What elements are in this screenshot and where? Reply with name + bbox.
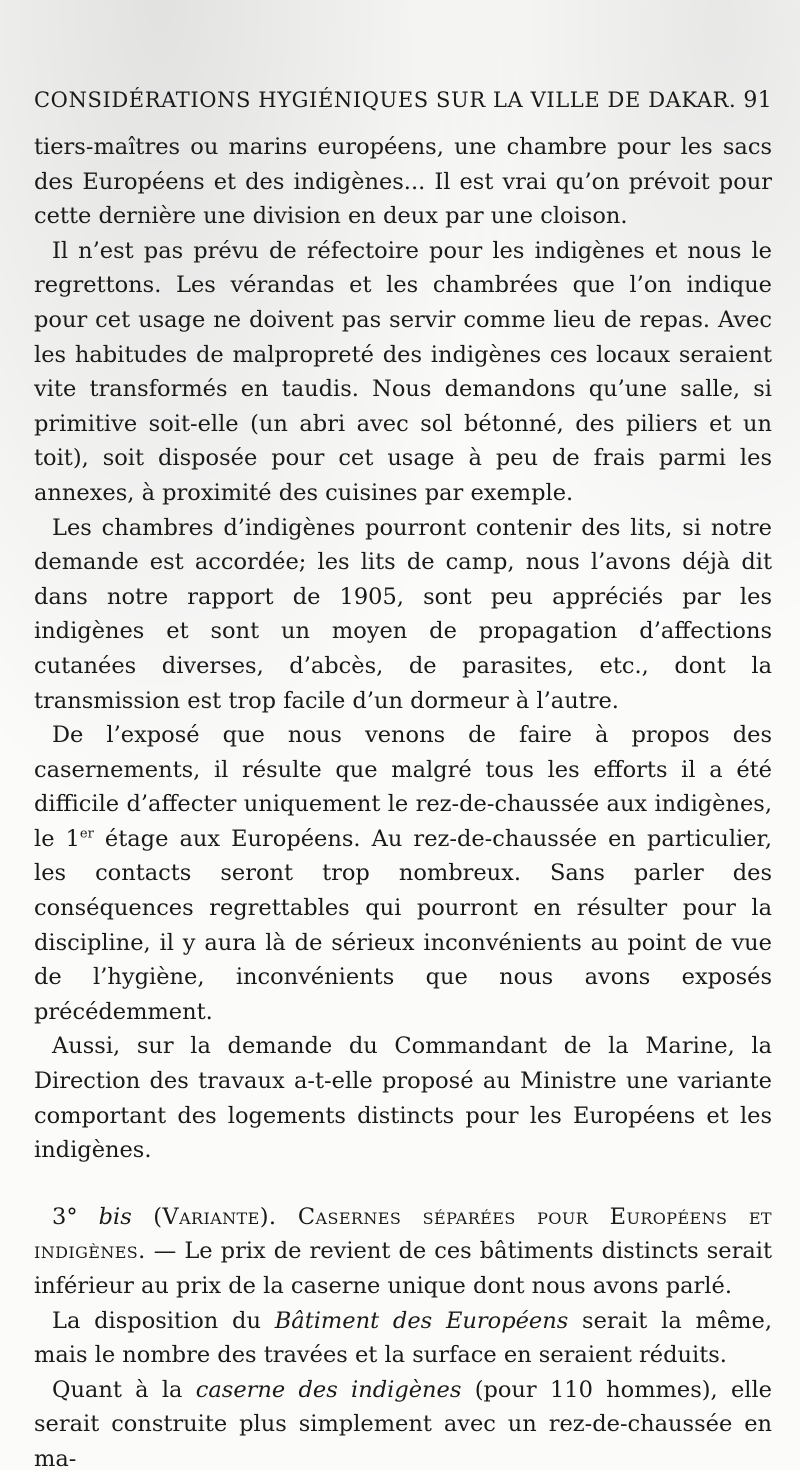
paragraph-8	[34, 1373, 772, 1477]
paragraph-8-text-b: (pour 110 hommes), elle serait construite plus simplement avec un rez-de-chaussée en ma-	[34, 1376, 772, 1472]
paragraph-5: Aussi, sur la demande du Commandant de la Marine, la Direction des travaux a-t-elle proposé au Ministre une variante comportant des logements distincts pour les Européens et les indigènes.	[34, 1033, 772, 1164]
paragraph-8-text-a: Quant à la	[52, 1376, 196, 1403]
section-text: — Le prix de revient de ces bâtiments distincts serait inférieur au prix de la caserne unique dont nous avons parlé.	[34, 1238, 772, 1299]
paragraph-4-text-a: De l’exposé que nous venons de faire à propos des casernements, il résulte que malgré tous les efforts il a été difficile d’affecter uniquement le rez-de-chaussée aux indigènes, le 1	[34, 722, 772, 852]
paragraph-4	[34, 718, 772, 1029]
paragraph-7-text-b: serait la même, mais le nombre des travées et la surface en seraient réduits.	[34, 1307, 772, 1369]
running-title: CONSIDÉRATIONS HYGIÉNIQUES SUR LA VILLE DE DAKAR.	[34, 88, 737, 112]
paragraph-4-superscript: er	[79, 826, 94, 842]
paragraph-2: Il n’est pas prévu de réfectoire pour les indigènes et nous le regrettons. Les vérandas et les chambrées que l’on indique pour cet usage ne doivent pas servir comme lieu de repas. Avec les habitudes de malpropreté des indigènes ces locaux seraient vite transformés en taudis. Nous demandons qu’une salle, si primitive soit-elle (un abri avec sol bétonné, des piliers et un toit), soit disposée pour cet usage à peu de frais parmi les annexes, à proximité des cuisines par exemple.	[34, 237, 772, 506]
body-text	[34, 130, 772, 1477]
running-header	[34, 88, 772, 113]
page-number: 91	[743, 88, 772, 113]
paragraph-7-italic: Bâtiment des Européens	[274, 1307, 569, 1334]
paragraph-4-text-b: étage aux Européens. Au rez-de-chaussée en particulier, les contacts seront trop nombreux. Sans parler des conséquences regrettables qui pourront en résulter pour la discipline, il y aura là de sérieux inconvénients au point de vue de l’hygiène, inconvénients que nous avons exposés précédemment.	[34, 825, 772, 1025]
paragraph-7-text-a: La disposition du	[52, 1307, 275, 1334]
section-bis: bis	[98, 1203, 132, 1230]
paragraph-1: tiers-maîtres ou marins européens, une chambre pour les sacs des Européens et des indigènes... Il est vrai qu’on prévoit pour cette dernière une division en deux par une cloison.	[34, 134, 772, 230]
paragraph-7	[34, 1304, 772, 1373]
paragraph-3: Les chambres d’indigènes pourront contenir des lits, si notre demande est accordée; les lits de camp, nous l’avons déjà dit dans notre rapport de 1905, sont peu appréciés par les indigènes et sont un moyen de propagation d’affections cutanées diverses, d’abcès, de parasites, etc., dont la transmission est trop facile d’un dormeur à l’autre.	[34, 514, 772, 714]
section-number: 3°	[52, 1203, 99, 1230]
section-3-bis	[34, 1200, 772, 1304]
paragraph-8-italic: caserne des indigènes	[195, 1376, 462, 1403]
section-heading: (Variante). Casernes séparées pour Européens et indigènes.	[34, 1203, 772, 1265]
